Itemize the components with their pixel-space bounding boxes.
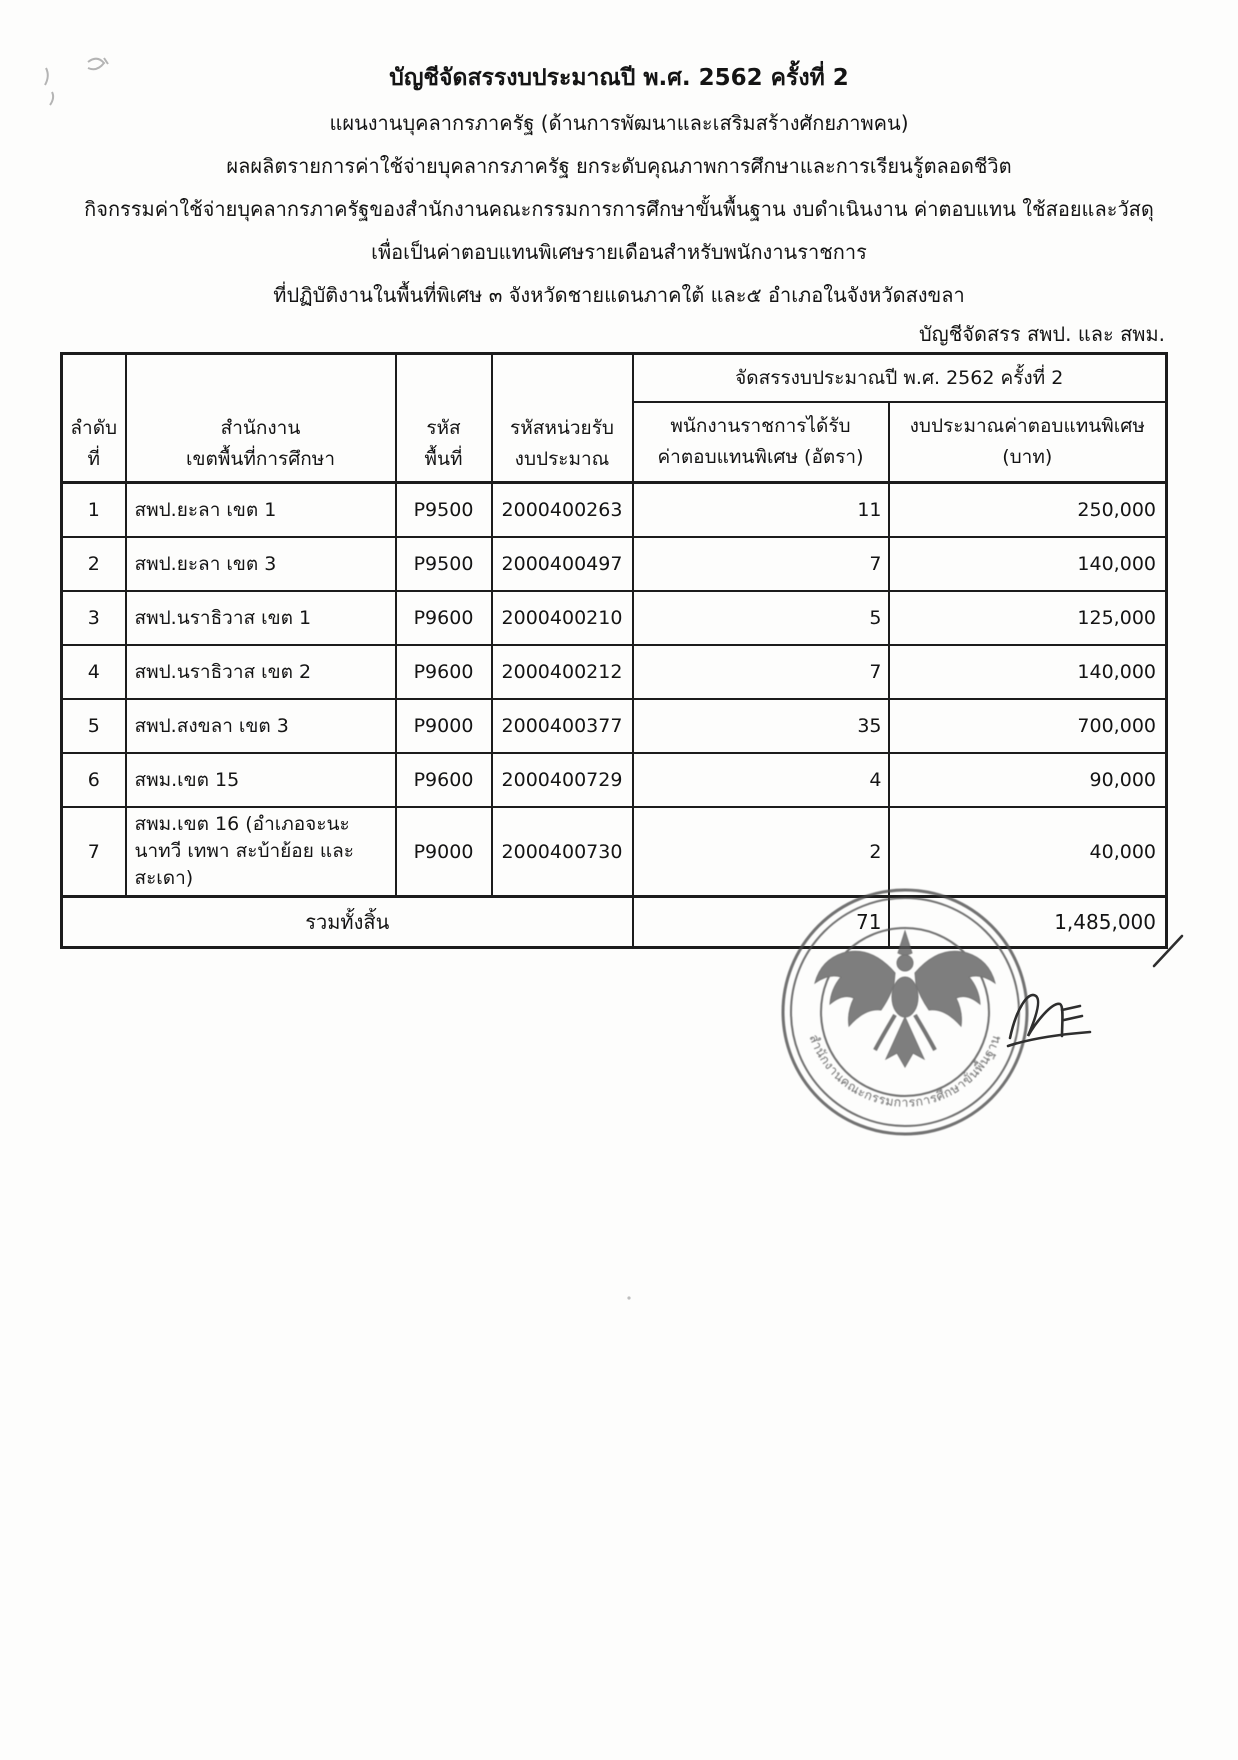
office-name-cell: สพม.เขต 15 bbox=[126, 753, 396, 807]
header-line: ค่าตอบแทนพิเศษ (อัตรา) bbox=[657, 446, 864, 468]
budget-cell: 125,000 bbox=[889, 591, 1167, 645]
column-header-area-code bbox=[396, 354, 492, 483]
area-code-cell: P9600 bbox=[396, 753, 492, 807]
row-number-cell: 3 bbox=[62, 591, 126, 645]
column-header-positions bbox=[633, 402, 889, 483]
row-number-cell: 1 bbox=[62, 483, 126, 538]
header-line: ที่ bbox=[87, 448, 101, 470]
unit-code-cell: 2000400212 bbox=[492, 645, 633, 699]
table-row bbox=[62, 699, 1167, 753]
area-code-cell: P9500 bbox=[396, 537, 492, 591]
positions-cell: 7 bbox=[633, 645, 889, 699]
positions-cell: 4 bbox=[633, 753, 889, 807]
area-code-cell: P9600 bbox=[396, 645, 492, 699]
column-header-unit-code bbox=[492, 354, 633, 483]
table-caption: บัญชีจัดสรร สพป. และ สพม. bbox=[918, 322, 1165, 346]
group-header-allocation: จัดสรรงบประมาณปี พ.ศ. 2562 ครั้งที่ 2 bbox=[633, 354, 1167, 403]
row-number-cell: 4 bbox=[62, 645, 126, 699]
header-line: งบประมาณค่าตอบแทนพิเศษ bbox=[909, 415, 1145, 437]
row-number-cell: 2 bbox=[62, 537, 126, 591]
table-row bbox=[62, 537, 1167, 591]
column-header-office bbox=[126, 354, 396, 483]
office-name-cell: สพป.ยะลา เขต 1 bbox=[126, 483, 396, 538]
unit-code-cell: 2000400210 bbox=[492, 591, 633, 645]
title-line: ที่ปฏิบัติงานในพื้นที่พิเศษ ๓ จังหวัดชายแดนภาคใต้ และ๕ อำเภอในจังหวัดสงขลา bbox=[273, 283, 965, 307]
area-code-cell: P9000 bbox=[396, 807, 492, 897]
column-header-order bbox=[62, 354, 126, 483]
title-line: ผลผลิตรายการค่าใช้จ่ายบุคลากรภาครัฐ ยกระดับคุณภาพการศึกษาและการเรียนรู้ตลอดชีวิต bbox=[226, 154, 1012, 178]
total-label-cell: รวมทั้งสิ้น bbox=[62, 897, 633, 948]
header-line: รหัส bbox=[426, 417, 461, 439]
header-line: พนักงานราชการได้รับ bbox=[670, 415, 851, 437]
positions-cell: 5 bbox=[633, 591, 889, 645]
table-row bbox=[62, 483, 1167, 538]
header-line: รหัสหน่วยรับ bbox=[510, 417, 614, 439]
table-row bbox=[62, 591, 1167, 645]
row-number-cell: 5 bbox=[62, 699, 126, 753]
office-name-cell: สพม.เขต 16 (อำเภอจะนะ นาทวี เทพา สะบ้าย้อย และสะเดา) bbox=[126, 807, 396, 897]
table-row bbox=[62, 753, 1167, 807]
pen-slash-mark bbox=[1146, 928, 1190, 972]
positions-cell: 7 bbox=[633, 537, 889, 591]
seal-agency-text: สำนักงานคณะกรรมการการศึกษาขั้นพื้นฐาน bbox=[806, 1032, 1004, 1110]
column-header-budget bbox=[889, 402, 1167, 483]
budget-cell: 700,000 bbox=[889, 699, 1167, 753]
budget-cell: 90,000 bbox=[889, 753, 1167, 807]
total-positions-cell: 71 bbox=[633, 897, 889, 948]
title-line: เพื่อเป็นค่าตอบแทนพิเศษรายเดือนสำหรับพนักงานราชการ bbox=[371, 240, 867, 264]
budget-cell: 40,000 bbox=[889, 807, 1167, 897]
header-line: สำนักงาน bbox=[220, 417, 301, 439]
office-name-cell: สพป.นราธิวาส เขต 2 bbox=[126, 645, 396, 699]
title-line: แผนงานบุคลากรภาครัฐ (ด้านการพัฒนาและเสริมสร้างศักยภาพคน) bbox=[329, 111, 909, 135]
unit-code-cell: 2000400263 bbox=[492, 483, 633, 538]
table-body bbox=[62, 483, 1167, 948]
header-line: ลำดับ bbox=[70, 417, 118, 439]
positions-cell: 2 bbox=[633, 807, 889, 897]
row-number-cell: 6 bbox=[62, 753, 126, 807]
unit-code-cell: 2000400730 bbox=[492, 807, 633, 897]
document-title-block bbox=[0, 66, 1238, 326]
header-line: (บาท) bbox=[1002, 446, 1053, 468]
garuda-emblem-icon bbox=[815, 931, 995, 1067]
office-name-cell: สพป.นราธิวาส เขต 1 bbox=[126, 591, 396, 645]
row-number-cell: 7 bbox=[62, 807, 126, 897]
header-line: เขตพื้นที่การศึกษา bbox=[186, 448, 335, 470]
unit-code-cell: 2000400497 bbox=[492, 537, 633, 591]
unit-code-cell: 2000400377 bbox=[492, 699, 633, 753]
header-line: งบประมาณ bbox=[514, 448, 610, 470]
handwritten-signature bbox=[1002, 976, 1098, 1062]
unit-code-cell: 2000400729 bbox=[492, 753, 633, 807]
table-row bbox=[62, 645, 1167, 699]
area-code-cell: P9500 bbox=[396, 483, 492, 538]
scan-speck bbox=[626, 1295, 632, 1301]
office-name-cell: สพป.สงขลา เขต 3 bbox=[126, 699, 396, 753]
budget-cell: 140,000 bbox=[889, 537, 1167, 591]
table-header bbox=[62, 354, 1167, 483]
office-name-cell: สพป.ยะลา เขต 3 bbox=[126, 537, 396, 591]
total-budget-cell: 1,485,000 bbox=[889, 897, 1167, 948]
positions-cell: 35 bbox=[633, 699, 889, 753]
header-line: พื้นที่ bbox=[424, 448, 463, 470]
title-line: กิจกรรมค่าใช้จ่ายบุคลากรภาครัฐของสำนักงานคณะกรรมการการศึกษาขั้นพื้นฐาน งบดำเนินงาน ค่าตอบแทน ใช้สอยและวัสดุ bbox=[84, 197, 1154, 221]
document-title: บัญชีจัดสรรงบประมาณปี พ.ศ. 2562 ครั้งที่ 2 bbox=[389, 65, 849, 91]
positions-cell: 11 bbox=[633, 483, 889, 538]
budget-allocation-table bbox=[60, 352, 1168, 949]
budget-cell: 140,000 bbox=[889, 645, 1167, 699]
area-code-cell: P9000 bbox=[396, 699, 492, 753]
official-seal-stamp bbox=[775, 882, 1035, 1142]
area-code-cell: P9600 bbox=[396, 591, 492, 645]
budget-cell: 250,000 bbox=[889, 483, 1167, 538]
